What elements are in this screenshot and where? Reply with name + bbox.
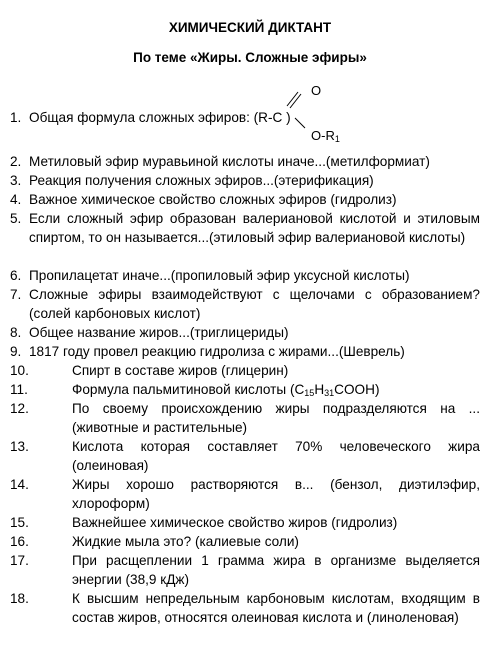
list-item: 14. Жиры хорошо растворяются в... (бензол, диэтилэфир, хлороформ) bbox=[10, 477, 480, 511]
list-item: 3. Реакция получения сложных эфиров...(этерификация) bbox=[10, 173, 374, 188]
list-item: 8. Общее название жиров...(триглицериды) bbox=[10, 325, 289, 340]
list-item: 2. Метиловый эфир муравьиной кислоты иначе...(метилформиат) bbox=[10, 154, 430, 169]
list-item: 1. Общая формула сложных эфиров: (R-C ) bbox=[10, 110, 291, 125]
list-item: 4. Важное химическое свойство сложных эфиров (гидролиз) bbox=[10, 192, 397, 207]
document-title: ХИМИЧЕСКИЙ ДИКТАНТ bbox=[168, 20, 332, 35]
document-subtitle: По теме «Жиры. Сложные эфиры» bbox=[133, 50, 367, 65]
list-item: 9. 1817 году провел реакцию гидролиза с жирами...(Шеврель) bbox=[10, 344, 405, 359]
list-item: 16. Жидкие мыла это? (калиевые соли) bbox=[10, 534, 299, 549]
list-item: 17. При расщеплении 1 грамма жира в организме выделяется энергии (38,9 кДж) bbox=[10, 553, 480, 587]
formula-bottom-group: $O-R_1$ bbox=[311, 128, 340, 144]
list-item: 11. Формула пальмитиновой кислоты $(C_{15}H_{31}COOH)$ bbox=[10, 382, 380, 398]
list-item: 10. Спирт в составе жиров (глицерин) bbox=[10, 363, 289, 378]
list-item: 18. К высшим непредельным карбоновым кислотам, входящим в состав жиров, относятся олеиновая кислота и (линоленовая) bbox=[10, 591, 480, 625]
list-item: 6. Пропилацетат иначе...(пропиловый эфир уксусной кислоты) bbox=[10, 268, 410, 283]
list-item: 12. По своему происхождению жиры подразделяются на ... (животные и растительные) bbox=[10, 401, 480, 435]
list-item: 13. Кислота которая составляет 70% человеческого жира (олеиновая) bbox=[10, 439, 480, 473]
list-item: 15. Важнейшее химическое свойство жиров (гидролиз) bbox=[10, 515, 398, 530]
list-item: 7. Сложные эфиры взаимодействуют с щелочами с образованием? (солей карбоновых кислот) bbox=[10, 287, 480, 321]
list-item: 5. Если сложный эфир образован валериановой кислотой и этиловым спиртом, то он называется...(этиловый эфир валериановой кислоты) bbox=[10, 211, 480, 245]
formula-top-oxygen: O bbox=[311, 83, 322, 98]
